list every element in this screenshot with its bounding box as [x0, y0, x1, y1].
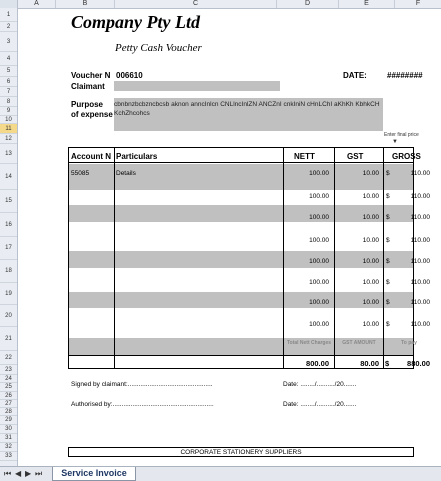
- line-gst[interactable]: 10.00: [362, 258, 379, 265]
- column-header-bar: [0, 0, 441, 9]
- header-nett: NETT: [294, 152, 315, 161]
- row-header[interactable]: 24: [0, 375, 17, 383]
- row-header[interactable]: 19: [0, 283, 17, 305]
- claimant-field[interactable]: [114, 81, 280, 91]
- first-sheet-icon[interactable]: ⏮: [4, 469, 12, 478]
- to-pay-label: To pay: [401, 340, 417, 346]
- row-header[interactable]: 11: [0, 124, 17, 134]
- column-header-d[interactable]: D: [277, 0, 339, 8]
- row-header[interactable]: 28: [0, 408, 17, 416]
- row-header[interactable]: 20: [0, 305, 17, 327]
- row-header[interactable]: 23: [0, 365, 17, 375]
- total-currency: $: [385, 359, 390, 368]
- line-nett[interactable]: 100.00: [309, 214, 329, 221]
- worksheet[interactable]: [18, 9, 441, 466]
- authorised-by-line[interactable]: Authorised by:........................................................: [71, 401, 214, 408]
- supplier-footer: CORPORATE STATIONERY SUPPLIERS: [68, 447, 414, 457]
- col-divider: [334, 147, 335, 369]
- row-header[interactable]: 29: [0, 416, 17, 425]
- line-gross[interactable]: 110.00: [410, 299, 430, 306]
- line-gross[interactable]: 110.00: [410, 279, 430, 286]
- line-gst[interactable]: 10.00: [362, 214, 379, 221]
- line-nett[interactable]: 100.00: [309, 321, 329, 328]
- prev-sheet-icon[interactable]: ◀: [15, 469, 22, 478]
- total-nett: 800.00: [306, 359, 329, 368]
- row-header[interactable]: 2: [0, 22, 17, 32]
- sheet-tab-service-invoice[interactable]: Service Invoice: [52, 467, 136, 481]
- total-nett-label: Total Nett Charges: [286, 340, 332, 346]
- gst-amount-label: GST AMOUNT: [342, 340, 376, 346]
- line-particulars[interactable]: Details: [116, 170, 136, 177]
- line-gst[interactable]: 10.00: [362, 279, 379, 286]
- row-header[interactable]: 8: [0, 97, 17, 107]
- row-header[interactable]: 22: [0, 351, 17, 365]
- total-divider: [68, 355, 414, 356]
- header-divider: [68, 162, 414, 163]
- row-header[interactable]: 1: [0, 8, 17, 22]
- line-currency: $: [386, 170, 390, 177]
- line-gst[interactable]: 10.00: [362, 237, 379, 244]
- col-divider: [283, 147, 284, 369]
- date-value[interactable]: ########: [387, 71, 423, 80]
- arrow-down-icon: ▼: [392, 139, 398, 145]
- row-header[interactable]: 12: [0, 134, 17, 144]
- line-gross[interactable]: 110.00: [410, 321, 430, 328]
- date-label: DATE:: [343, 71, 367, 80]
- last-sheet-icon[interactable]: ⏭: [35, 469, 43, 478]
- column-header-e[interactable]: E: [339, 0, 395, 8]
- line-currency: $: [386, 193, 390, 200]
- voucher-title: Petty Cash Voucher: [115, 42, 202, 54]
- purpose-label: Purpose: [71, 100, 104, 109]
- column-header-b[interactable]: B: [56, 0, 115, 8]
- col-divider: [383, 147, 384, 369]
- line-currency: $: [386, 279, 390, 286]
- line-gross[interactable]: 110.00: [410, 237, 430, 244]
- row-header[interactable]: 33: [0, 452, 17, 461]
- line-gross[interactable]: 110.00: [410, 170, 430, 177]
- row-header[interactable]: 31: [0, 434, 17, 443]
- line-currency: $: [386, 299, 390, 306]
- line-account[interactable]: 55085: [71, 170, 90, 177]
- header-gst: GST: [347, 152, 364, 161]
- line-gross[interactable]: 110.00: [410, 193, 430, 200]
- row-header[interactable]: 21: [0, 327, 17, 351]
- row-header[interactable]: 27: [0, 400, 17, 408]
- column-header-a[interactable]: A: [18, 0, 56, 8]
- col-divider: [114, 147, 115, 369]
- authorised-date-line[interactable]: Date: ......../........../20.......: [283, 401, 357, 408]
- row-header[interactable]: 3: [0, 32, 17, 52]
- line-nett[interactable]: 100.00: [309, 279, 329, 286]
- row-header[interactable]: 15: [0, 190, 17, 213]
- signed-date-line[interactable]: Date: ......../........../20.......: [283, 381, 357, 388]
- line-currency: $: [386, 321, 390, 328]
- voucher-number[interactable]: 006610: [116, 71, 143, 80]
- company-name: Company Pty Ltd: [71, 12, 200, 32]
- line-gross[interactable]: 110.00: [410, 214, 430, 221]
- purpose-label-line2: of expense: [71, 110, 113, 119]
- line-nett[interactable]: 100.00: [309, 299, 329, 306]
- column-header-f[interactable]: F: [395, 0, 441, 8]
- line-nett[interactable]: 100.00: [309, 170, 329, 177]
- row-header[interactable]: 14: [0, 164, 17, 190]
- column-header-c[interactable]: C: [115, 0, 277, 8]
- row-header-bar: [0, 8, 18, 466]
- total-gross: 880.00: [407, 359, 430, 368]
- voucher-number-label: Voucher N: [71, 71, 111, 80]
- row-header[interactable]: 10: [0, 116, 17, 124]
- purpose-text: cbnbnzbcbzncbcsb aknon anncInlcn CNLlncInlZN ANCZnI cnkIniN cHnLChI aKhKh KbhkCH KchZhcohcs: [114, 101, 380, 117]
- line-currency: $: [386, 214, 390, 221]
- row-header[interactable]: 30: [0, 425, 17, 434]
- line-gross[interactable]: 110.00: [410, 258, 430, 265]
- line-currency: $: [386, 237, 390, 244]
- line-gst[interactable]: 10.00: [362, 299, 379, 306]
- select-all-corner[interactable]: [0, 0, 18, 8]
- line-gst[interactable]: 10.00: [362, 193, 379, 200]
- row-header[interactable]: 17: [0, 237, 17, 260]
- header-gross: GROSS: [392, 152, 421, 161]
- row-header[interactable]: 6: [0, 77, 17, 87]
- line-nett[interactable]: 100.00: [309, 258, 329, 265]
- row-header[interactable]: 25: [0, 383, 17, 392]
- total-gst: 80.00: [360, 359, 379, 368]
- row-header[interactable]: 18: [0, 260, 17, 283]
- row-header[interactable]: 26: [0, 392, 17, 400]
- sheet-tab-bar: [0, 466, 441, 481]
- next-sheet-icon[interactable]: ▶: [25, 469, 32, 478]
- row-header[interactable]: 13: [0, 144, 17, 164]
- row-header[interactable]: 9: [0, 107, 17, 116]
- line-gst[interactable]: 10.00: [362, 321, 379, 328]
- row-header[interactable]: 5: [0, 66, 17, 77]
- row-header[interactable]: 16: [0, 213, 17, 237]
- row-header[interactable]: 4: [0, 52, 17, 66]
- header-particulars: Particulars: [116, 152, 158, 161]
- line-gst[interactable]: 10.00: [362, 170, 379, 177]
- row-header[interactable]: 7: [0, 87, 17, 97]
- line-nett[interactable]: 100.00: [309, 237, 329, 244]
- enter-final-price-hint: Enter final price: [384, 132, 419, 138]
- header-account: Account N: [71, 152, 111, 161]
- line-nett[interactable]: 100.00: [309, 193, 329, 200]
- row-header[interactable]: 32: [0, 443, 17, 452]
- line-currency: $: [386, 258, 390, 265]
- signed-by-line[interactable]: Signed by claimant:...............................................: [71, 381, 213, 388]
- claimant-label: Claimant: [71, 82, 105, 91]
